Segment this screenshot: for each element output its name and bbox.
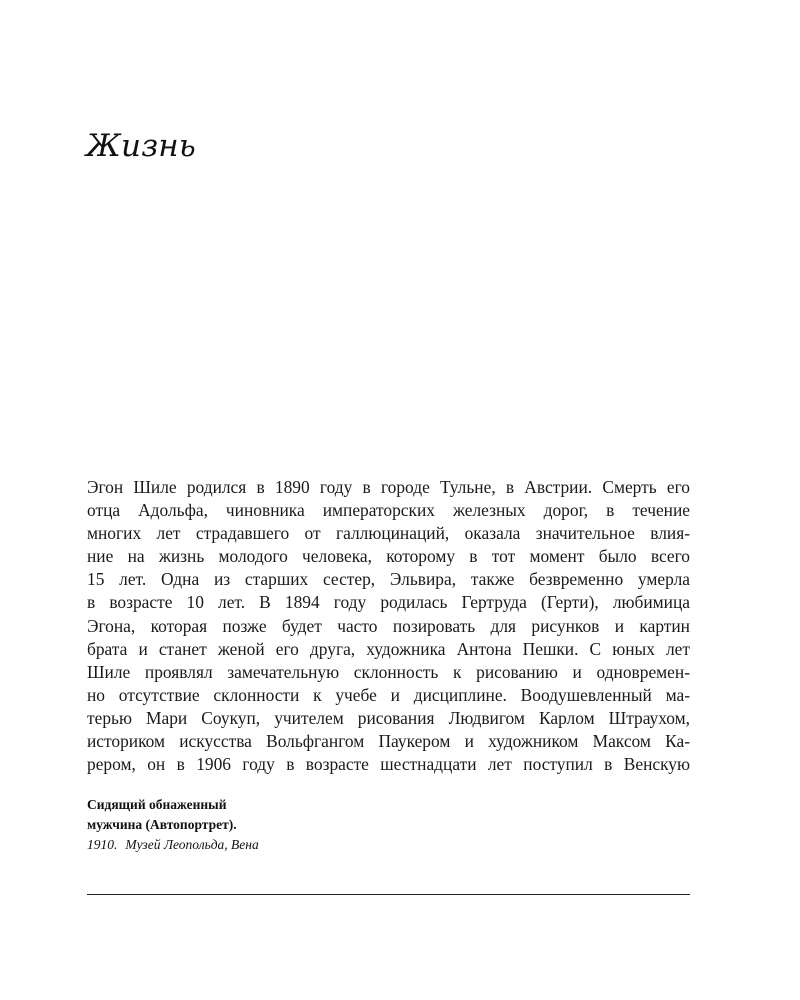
footer-divider [87, 894, 690, 895]
body-paragraph [87, 476, 690, 776]
caption-location: Музей Леопольда, Вена [125, 837, 259, 852]
text-line: многих лет страдавшего от галлюцинаций, оказала значительное влия- [87, 523, 690, 544]
text-line: но отсутствие склонности к учебе и дисциплине. Воодушевленный ма- [87, 684, 690, 705]
caption-title-line-2: мужчина (Автопортрет). [87, 817, 237, 832]
chapter-title: Жизнь [86, 128, 196, 164]
text-line: 15 лет. Одна из старших сестер, Эльвира, также безвременно умерла [87, 569, 690, 590]
text-line: брата и станет женой его друга, художника Антона Пешки. С юных лет [87, 638, 690, 659]
text-line: Эгон Шиле родился в 1890 году в городе Тульне, в Австрии. Смерть его [87, 477, 690, 497]
text-line: ние на жизнь молодого человека, которому в тот момент было всего [87, 546, 690, 567]
text-line: Шиле проявлял замечательную склонность к рисованию и одновремен- [87, 661, 690, 682]
text-line: историком искусства Вольфгангом Паукером и художником Максом Ка- [87, 731, 690, 752]
text-line: рером, он в 1906 году в возрасте шестнадцати лет поступил в Венскую [87, 754, 690, 775]
text-line: Эгона, которая позже будет часто позировать для рисунков и картин [87, 615, 690, 636]
figure-caption [87, 795, 487, 855]
text-line: в возрасте 10 лет. В 1894 году родилась Гертруда (Герти), любимица [87, 592, 690, 613]
text-line: терью Мари Соукуп, учителем рисования Людвигом Карлом Штраухом, [87, 707, 690, 728]
caption-title-line-1: Сидящий обнаженный [87, 797, 227, 812]
text-line: отца Адольфа, чиновника императорских железных дорог, в течение [87, 500, 690, 521]
caption-meta [87, 835, 487, 855]
caption-year: 1910. [87, 837, 118, 852]
